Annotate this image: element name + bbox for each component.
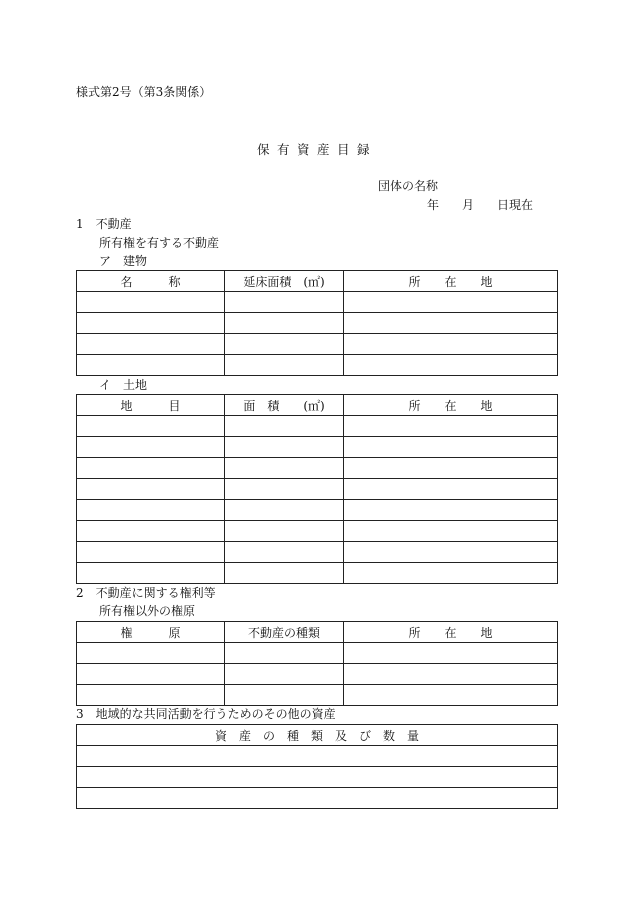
land-table [76, 394, 558, 584]
table-cell[interactable] [77, 767, 558, 788]
land-label: イ 土地 [99, 378, 148, 392]
section2-heading: 2 不動産に関する権利等 [76, 586, 216, 600]
table-cell[interactable] [77, 292, 225, 313]
table-row [77, 521, 558, 542]
table-row [77, 643, 558, 664]
table-cell[interactable] [77, 355, 225, 376]
table-cell[interactable] [77, 437, 225, 458]
section1-subheading: 所有権を有する不動産 [99, 236, 220, 250]
table-cell[interactable] [344, 292, 558, 313]
column-header-floor-area: 延床面積 (㎡) [225, 271, 344, 292]
table-cell[interactable] [225, 416, 344, 437]
table-cell[interactable] [225, 643, 344, 664]
table-row [77, 500, 558, 521]
table-cell[interactable] [344, 437, 558, 458]
table-cell[interactable] [77, 334, 225, 355]
date-day-label: 日現在 [497, 198, 534, 212]
table-cell[interactable] [344, 313, 558, 334]
table-cell[interactable] [225, 542, 344, 563]
table-cell[interactable] [344, 521, 558, 542]
table-cell[interactable] [225, 334, 344, 355]
table-row [77, 292, 558, 313]
section3-heading: 3 地域的な共同活動を行うためのその他の資産 [76, 707, 336, 721]
table-row [77, 313, 558, 334]
table-row [77, 437, 558, 458]
table-header-row [77, 271, 558, 292]
section1-heading: 1 不動産 [76, 217, 132, 231]
table-row [77, 767, 558, 788]
date-month-label: 月 [462, 198, 475, 212]
table-row [77, 746, 558, 767]
table-cell[interactable] [77, 479, 225, 500]
table-cell[interactable] [344, 664, 558, 685]
table-cell[interactable] [77, 746, 558, 767]
table-cell[interactable] [77, 664, 225, 685]
table-row [77, 788, 558, 809]
form-number: 様式第2号（第3条関係） [76, 85, 212, 99]
table-cell[interactable] [225, 437, 344, 458]
table-row [77, 479, 558, 500]
table-cell[interactable] [77, 643, 225, 664]
column-header-title: 権 原 [77, 622, 225, 643]
table-row [77, 563, 558, 584]
table-cell[interactable] [344, 542, 558, 563]
table-cell[interactable] [344, 458, 558, 479]
table-cell[interactable] [77, 563, 225, 584]
table-row [77, 685, 558, 706]
table-cell[interactable] [225, 479, 344, 500]
column-header-area: 面 積 (㎡) [225, 395, 344, 416]
table-row [77, 355, 558, 376]
table-cell[interactable] [225, 685, 344, 706]
other-assets-table [76, 724, 558, 809]
table-cell[interactable] [77, 788, 558, 809]
table-row [77, 334, 558, 355]
table-cell[interactable] [344, 479, 558, 500]
table-cell[interactable] [225, 521, 344, 542]
table-cell[interactable] [344, 334, 558, 355]
table-cell[interactable] [225, 458, 344, 479]
table-cell[interactable] [344, 355, 558, 376]
table-row [77, 416, 558, 437]
table-cell[interactable] [225, 313, 344, 334]
table-cell[interactable] [77, 500, 225, 521]
column-header-location: 所 在 地 [344, 271, 558, 292]
table-header-row [77, 395, 558, 416]
org-name-label: 団体の名称 [378, 179, 439, 193]
table-cell[interactable] [225, 355, 344, 376]
table-row [77, 458, 558, 479]
table-cell[interactable] [225, 664, 344, 685]
table-cell[interactable] [77, 458, 225, 479]
section2-subheading: 所有権以外の権原 [99, 604, 196, 618]
buildings-table [76, 270, 558, 376]
date-year-label: 年 [427, 198, 440, 212]
table-cell[interactable] [77, 416, 225, 437]
table-cell[interactable] [344, 685, 558, 706]
buildings-label: ア 建物 [99, 254, 148, 268]
table-row [77, 542, 558, 563]
table-cell[interactable] [77, 521, 225, 542]
table-cell[interactable] [77, 313, 225, 334]
table-cell[interactable] [344, 643, 558, 664]
table-header-row [77, 725, 558, 746]
table-cell[interactable] [344, 416, 558, 437]
column-header-asset-type-quantity: 資 産 の 種 類 及 び 数 量 [77, 725, 558, 746]
table-cell[interactable] [225, 563, 344, 584]
column-header-location: 所 在 地 [344, 395, 558, 416]
table-cell[interactable] [344, 500, 558, 521]
table-header-row [77, 622, 558, 643]
table-cell[interactable] [225, 500, 344, 521]
rights-table [76, 621, 558, 706]
table-cell[interactable] [225, 292, 344, 313]
column-header-location: 所 在 地 [344, 622, 558, 643]
column-header-land-category: 地 目 [77, 395, 225, 416]
column-header-property-type: 不動産の種類 [225, 622, 344, 643]
column-header-name: 名 称 [77, 271, 225, 292]
table-cell[interactable] [344, 563, 558, 584]
table-cell[interactable] [77, 542, 225, 563]
table-row [77, 664, 558, 685]
page-title: 保有資産目録 [257, 142, 378, 157]
table-cell[interactable] [77, 685, 225, 706]
